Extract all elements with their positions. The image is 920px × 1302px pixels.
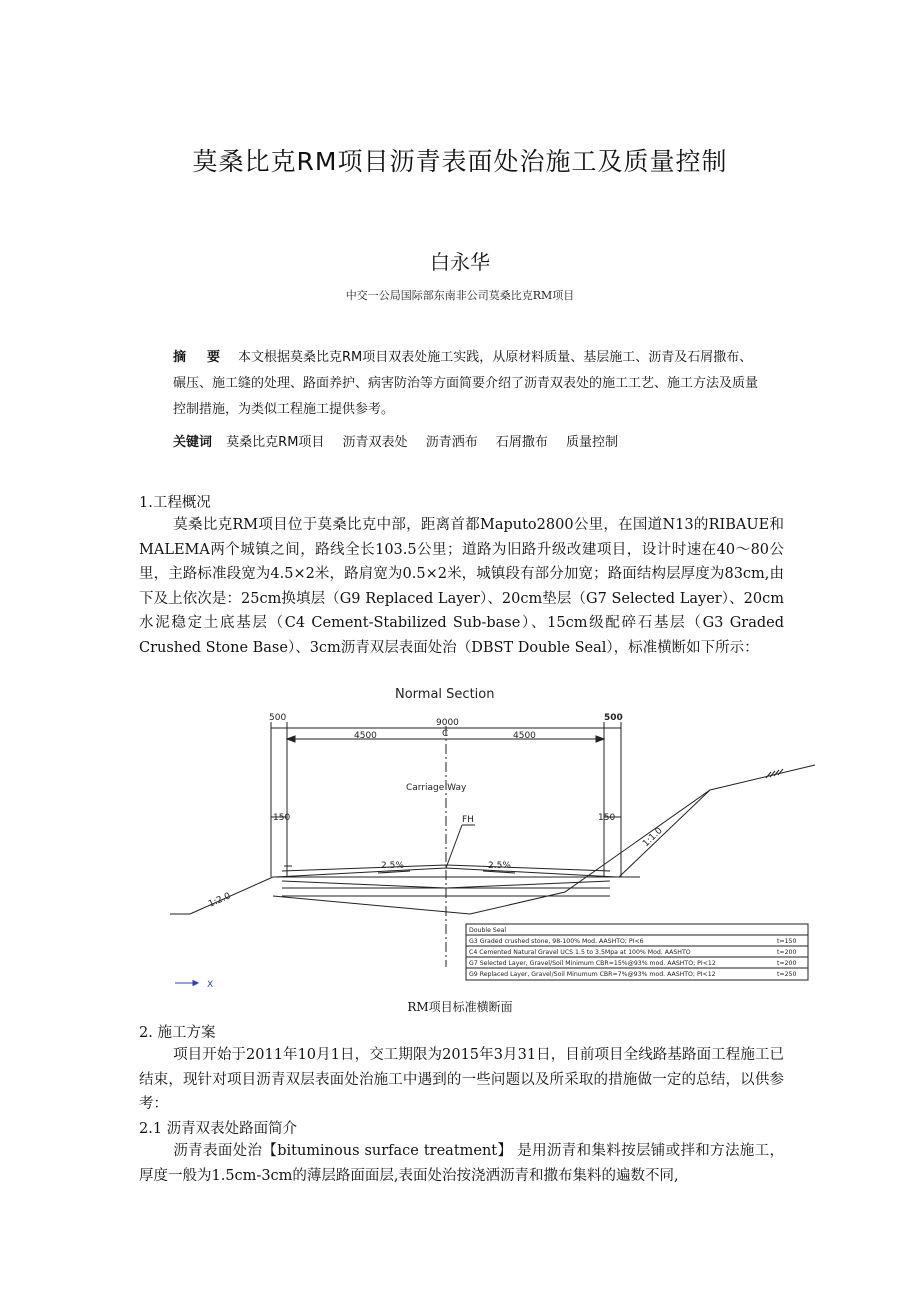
dimension-label: 500 [269, 713, 287, 723]
carriageway-label: Carriage Way [406, 783, 467, 793]
dimension-label: 150 [273, 813, 291, 823]
keyword-item: 质量控制 [566, 435, 619, 450]
keyword-item: 沥青双表处 [342, 435, 408, 450]
paragraph-text: 莫桑比克RM项目位于莫桑比克中部，距离首都Maputo2800公里，在国道N13的RIBAUE和MALEMA两个城镇之间，路线全长103.5公里；道路为旧路升级改建项目，设计时速在40～80公里，主路标准段宽为4.5×2米，路肩宽为0.5×2米，城镇段有部分加宽；路面结构层厚度为83cm,由下及上依次是：25cm换填层（G9 Replaced Layer）、20cm垫层（G7 Selected Layer）、20cm水泥稳定土底基层（C4 Cement-Stabilized Sub-base）、15cm级配碎石基层（G3 Graded Crushed Stone Base）、3cm沥青双层表面处治（DBST Double Seal），标准横断如下所示： [139, 517, 784, 656]
dimension-label: 9000 [436, 718, 459, 728]
legend-row: G3 Graded crushed stone, 98-100% Mod. AASHTO; PI<6 [469, 938, 644, 945]
keyword-item: 石屑撒布 [495, 435, 548, 450]
side-slope-label: 1:1.0 [641, 825, 665, 850]
legend-row: Double Seal [469, 927, 507, 934]
legend-thickness: t=200 [777, 949, 797, 956]
section-heading: 2.1 沥青双表处路面简介 [139, 1121, 298, 1137]
legend-thickness: t=150 [777, 938, 797, 945]
axis-x-label: X [207, 980, 214, 990]
section-paragraph [139, 513, 784, 660]
fh-label: FH [462, 815, 474, 825]
centerline-label: C [442, 729, 449, 739]
dimension-label: 4500 [513, 731, 536, 741]
keywords-label: 关键词 [173, 435, 213, 450]
keywords [173, 431, 773, 450]
abstract [173, 345, 763, 423]
slope-label: 2.5% [381, 861, 404, 871]
keyword-item: 沥青洒布 [425, 435, 478, 450]
legend-row: G9 Replaced Layer, Gravel/Soil Minumum CBR=7%@93% mod. AASHTO; PI<12 [469, 971, 716, 978]
section-heading: 2. 施工方案 [139, 1025, 216, 1041]
dimension-label: 500 [604, 713, 623, 723]
drawing-title: Normal Section [395, 687, 495, 702]
normal-section-drawing [170, 682, 820, 992]
legend-row: G7 Selected Layer, Gravel/Soil Minimum CBR=15%@93% mod. AASHTO; PI<12 [469, 960, 716, 967]
section-paragraph [139, 1043, 784, 1117]
abstract-label: 摘 要 [173, 350, 225, 365]
document-title: 莫桑比克RM项目沥青表面处治施工及质量控制 [192, 147, 728, 176]
slope-label: 2.5% [488, 861, 511, 871]
figure-caption: RM项目标准横断面 [407, 1000, 513, 1014]
legend-thickness: t=250 [777, 971, 797, 978]
section-paragraph [139, 1139, 784, 1188]
author-affiliation: 中交一公局国际部东南非公司莫桑比克RM项目 [345, 289, 575, 302]
author-name: 白永华 [430, 250, 490, 274]
legend-thickness: t=200 [777, 960, 797, 967]
legend-row: C4 Cemented Natural Gravel UCS 1.5 to 3.5Mpa at 100% Mod. AASHTO [469, 949, 691, 956]
abstract-text: 本文根据莫桑比克RM项目双表处施工实践，从原材料质量、基层施工、沥青及石屑撒布、碾压、施工缝的处理、路面养护、病害防治等方面简要介绍了沥青双表处的施工工艺、施工方法及质量控制措施，为类似工程施工提供参考。 [173, 350, 759, 417]
section-heading: 1.工程概况 [139, 495, 211, 511]
paragraph-text: 项目开始于2011年10月1日，交工期限为2015年3月31日，目前项目全线路基路面工程施工已结束，现针对项目沥青双层表面处治施工中遇到的一些问题以及所采取的措施做一定的总结，以供参考： [139, 1047, 784, 1112]
keyword-item: 莫桑比克RM项目 [226, 435, 325, 450]
side-slope-label: 1:2.0 [207, 891, 233, 910]
paragraph-text: 沥青表面处治【bituminous surface treatment】 是用沥青和集料按层铺或拌和方法施工，厚度一般为1.5cm-3cm的薄层路面面层,表面处治按浇洒沥青和撒布集料的遍数不同, [139, 1143, 784, 1184]
dimension-label: 4500 [354, 731, 377, 741]
dimension-label: 150 [598, 813, 616, 823]
